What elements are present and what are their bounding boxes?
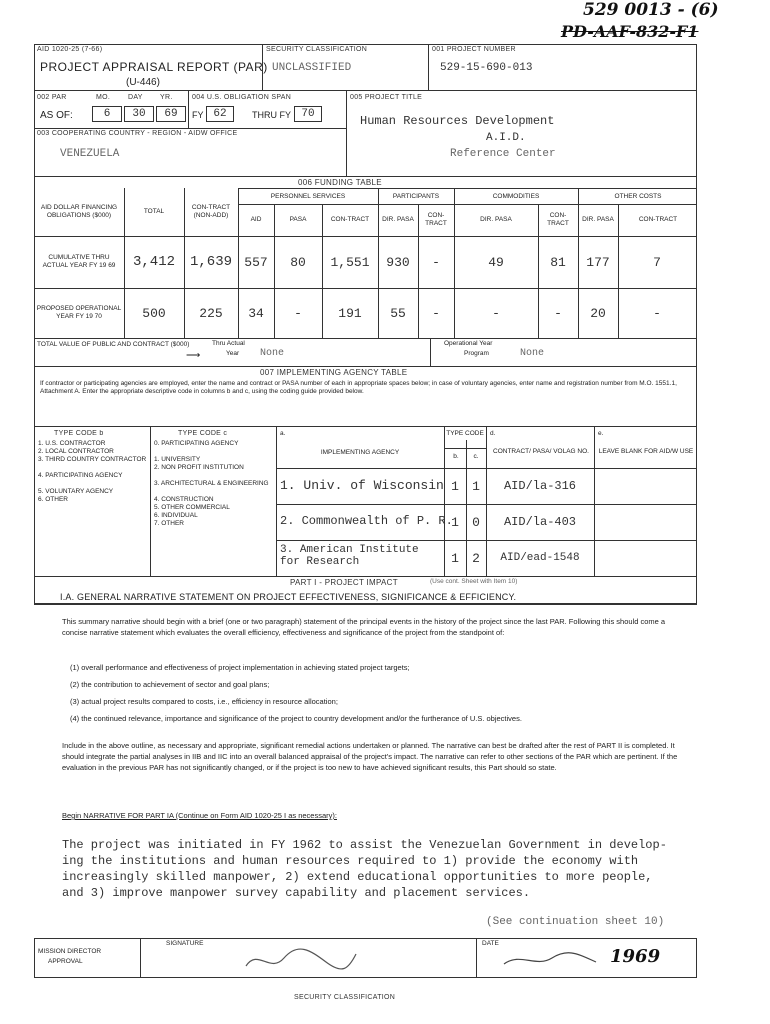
funding-cell: 80 [290,254,306,270]
part1-item: (3) actual project results compared to costs, i.e., efficiency in resource allocation; [70,697,338,706]
agency-col-name: IMPLEMENTING AGENCY [320,449,400,456]
agency-row: 2. Commonwealth of P. R. [280,514,453,528]
obligation-from: 62 [206,106,234,122]
type-c-item: 5. OTHER COMMERCIAL [154,504,230,511]
obligation-label: 004 U.S. OBLIGATION SPAN [192,94,292,101]
agency-instructions: If contractor or participating agencies are employed, enter the name and contract or PASA number of each in appropriate spaces below; in case of voluntary agencies, enter name and registration number from M.O. 1551.1, Attachment A. Enter the appropriate descriptive code in columns b and c, using the coding guide provided below. [40,380,677,395]
reference-stamp-line1: A.I.D. [486,132,526,144]
project-title-value: Human Resources Development [360,114,555,128]
agency-row: 3. American Institute for Research [280,544,419,568]
funding-cell: 7 [653,254,661,270]
as-of-label: AS OF: [40,110,73,121]
as-of-year: 69 [156,106,186,122]
agency-row: 1. Univ. of Wisconsin [280,478,444,493]
funding-cell: - [432,305,440,321]
funding-cell: 81 [550,254,566,270]
signature-scribble [240,944,360,974]
funding-row2-label: PROPOSED OPERATIONAL YEAR FY 19 70 [36,305,122,320]
funding-cell: 1,639 [189,254,232,270]
funding-footer-right-value: None [520,348,545,359]
doc-number-line2: PD-AAF-832-F1 [561,22,699,41]
type-b-title: TYPE CODE b [54,430,104,437]
type-c-item: 1. UNIVERSITY [154,456,201,463]
funding-cell: 34 [248,305,264,321]
type-c-item: 3. ARCHITECTURAL & ENGINEERING [154,480,269,487]
agency-col-type: TYPE CODE [446,430,484,437]
obligation-thru: 70 [294,106,322,122]
funding-footer-left: TOTAL VALUE OF PUBLIC AND CONTRACT ($000) [37,341,190,348]
funding-cell: 55 [390,305,406,321]
funding-grp-participants: PARTICIPANTS [392,193,440,200]
funding-grp-other: OTHER COSTS [614,193,662,200]
type-c-item: 2. NON PROFIT INSTITUTION [154,464,244,471]
doc-number-line1: 529 0013 - (6) [583,0,719,20]
funding-col-contract: CON-TRACT (NON-ADD) [191,204,231,219]
funding-cell: 1,551 [330,254,370,270]
form-number: AID 1020-25 (7-66) [37,46,103,53]
mission-label: MISSION DIRECTOR [38,948,102,955]
type-c-item: 4. CONSTRUCTION [154,496,214,503]
funding-row1-label: CUMULATIVE THRU ACTUAL YEAR FY 19 69 [42,254,116,269]
funding-grp-commodities: COMMODITIES [492,193,540,200]
form-subtitle: (U-446) [126,77,160,88]
reference-stamp-line2: Reference Center [450,148,556,160]
funding-cell: 191 [338,305,362,321]
continued-note: (See continuation sheet 10) [486,916,665,928]
date-label: DATE [482,940,499,947]
type-b-item: 4. PARTICIPATING AGENCY [38,472,123,479]
type-b-item: 6. OTHER [38,496,68,503]
funding-cell: - [432,254,440,270]
signature-label: SIGNATURE [166,940,204,947]
funding-cell: - [653,305,661,321]
funding-col-dollar: AID DOLLAR FINANCING OBLIGATIONS ($000) [40,204,118,219]
project-title-label: 005 PROJECT TITLE [350,94,423,101]
funding-grp-personnel: PERSONNEL SERVICES [270,193,346,200]
country-label: 003 COOPERATING COUNTRY - REGION - AIDW OFFICE [37,130,238,137]
funding-cell: - [554,305,562,321]
funding-col-total: TOTAL [143,208,165,215]
security-bottom: SECURITY CLASSIFICATION [294,994,396,1001]
type-b-item: 2. LOCAL CONTRACTOR [38,448,114,455]
part1-closing: Include in the above outline, as necessary and appropriate, significant remedial actions undertaken or planned. The narrative can best be drafted after the rest of PART II is completed. It should integrate the partial analyses in IIB and IIC into an overall balanced appraisal of the project's impact. The narrative can refer to other sections of the PAR which are pertinent. If the evaluation in the previous PAR has not significantly changed, or if the project is too new to have achieved significant results, this Part should so state. [62,741,678,772]
part1-item: (4) the continued relevance, importance and significance of the project to country development and/or the furtherance of U.S. objectives. [70,714,522,723]
type-c-title: TYPE CODE c [178,430,228,437]
funding-footer-mid-value: None [260,348,285,359]
part1-intro: This summary narrative should begin with a brief (one or two paragraph) statement of the principal events in the history of the project since the last PAR. Following this should come a concise narrative statement which evaluates the overall efficiency, effectiveness and significance of the project from the standpoint of: [62,617,666,637]
date-scribble [500,946,600,972]
par-label: 002 PAR [37,94,67,101]
funding-cell: - [294,305,302,321]
part1-heading: I.A. GENERAL NARRATIVE STATEMENT ON PROJECT EFFECTIVENESS, SIGNIFICANCE & EFFICIENCY. [60,592,517,602]
security-value: UNCLASSIFIED [272,62,352,74]
part1-header-cont: (Use cont. Sheet with Item 10) [430,578,518,585]
date-value: 1969 [610,946,661,967]
narrative-line: increasingly skilled manpower, 2) extend educational opportunities to more people, [62,870,653,884]
as-of-day: 30 [124,106,154,122]
narrative-line: and 3) improve manpower survey capability and placement services. [62,886,531,900]
type-c-item: 6. INDIVIDUAL [154,512,198,519]
part1-begin: Begin NARRATIVE FOR PART IA (Continue on Form AID 1020-25 I as necessary): [62,811,337,820]
type-b-item: 1. U.S. CONTRACTOR [38,440,106,447]
funding-cell: 557 [244,254,268,270]
project-number-value: 529-15-690-013 [440,62,533,74]
funding-cell: 3,412 [132,254,175,270]
type-b-item: 5. VOLUNTARY AGENCY [38,488,114,495]
type-c-item: 7. OTHER [154,520,184,527]
type-b-item: 3. THIRD COUNTRY CONTRACTOR [38,456,147,463]
funding-cell: - [492,305,500,321]
agency-title: 007 IMPLEMENTING AGENCY TABLE [260,368,408,377]
funding-cell: 225 [199,305,223,321]
security-label: SECURITY CLASSIFICATION [266,46,368,53]
funding-cell: 500 [142,305,166,321]
funding-cell: 49 [488,254,504,270]
form-title: PROJECT APPRAISAL REPORT (PAR) [40,60,268,74]
funding-cell: 20 [590,305,606,321]
country-value: VENEZUELA [60,148,120,160]
agency-col-contract: CONTRACT/ PASA/ VOLAG NO. [493,448,589,455]
approval-label: APPROVAL [48,958,83,965]
type-c-item: 0. PARTICIPATING AGENCY [154,440,239,447]
narrative-line: The project was initiated in FY 1962 to assist the Venezuelan Government in develop- [62,838,667,852]
project-number-label: 001 PROJECT NUMBER [432,46,516,53]
agency-col-leave: LEAVE BLANK FOR AID/W USE [598,448,694,455]
part1-item: (2) the contribution to achievement of sector and goal plans; [70,680,270,689]
funding-cell: 930 [386,254,410,270]
funding-cell: 177 [586,254,610,270]
funding-title: 006 FUNDING TABLE [298,178,382,187]
part1-header: PART I - PROJECT IMPACT [290,578,398,587]
as-of-month: 6 [92,106,122,122]
part1-item: (1) overall performance and effectiveness of project implementation in achieving stated project targets; [70,663,410,672]
narrative-line: ing the institutions and human resources required to 1) provide the economy with [62,854,639,868]
